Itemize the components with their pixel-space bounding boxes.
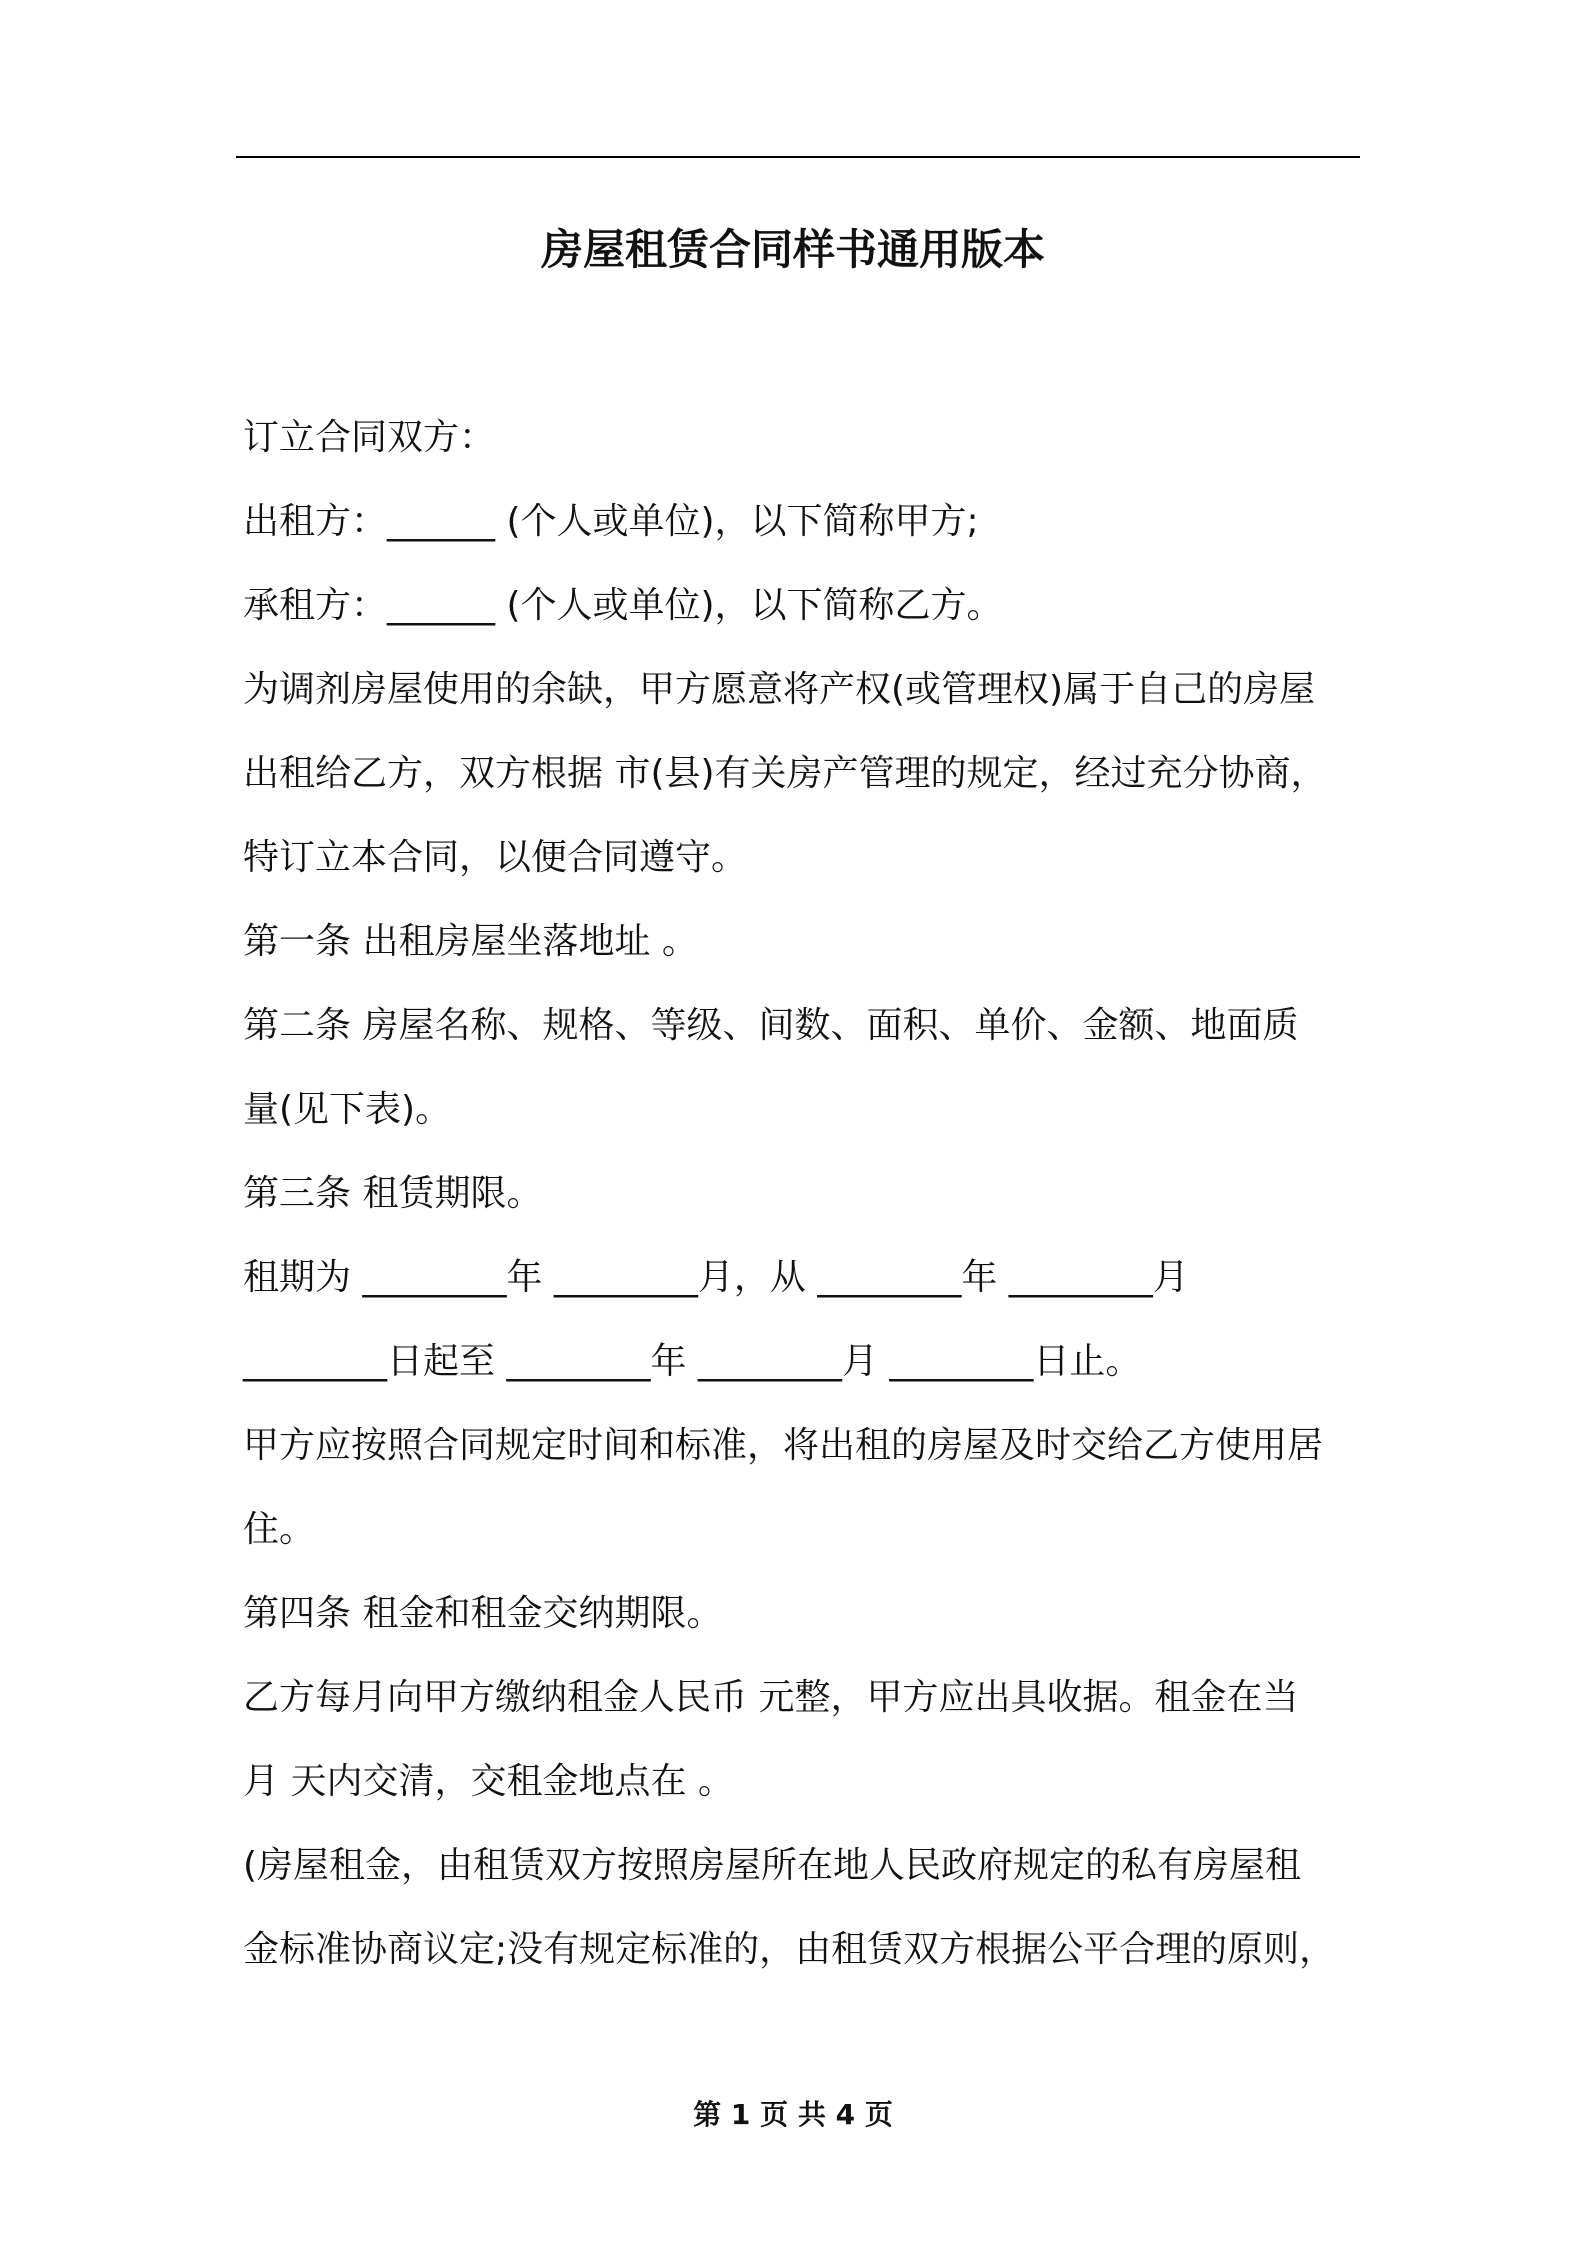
text-line: 承租方：______ (个人或单位)，以下简称乙方。 [243,585,1003,626]
text-line: 住。 [243,1509,316,1550]
text-line: 第一条 出租房屋坐落地址 。 [243,921,698,962]
text-line: 乙方每月向甲方缴纳租金人民币 元整，甲方应出具收据。租金在当 [243,1677,1299,1718]
text-line: 第二条 房屋名称、规格、等级、间数、面积、单价、金额、地面质 [243,1005,1299,1046]
text-line: 第四条 租金和租金交纳期限。 [243,1593,723,1634]
text-line: 订立合同双方： [243,417,496,458]
text-line: 甲方应按照合同规定时间和标准，将出租的房屋及时交给乙方使用居 [243,1425,1324,1466]
document-title: 房屋租赁合同样书通用版本 [540,225,1045,274]
header-rule [236,156,1360,158]
text-line: 月 天内交清，交租金地点在 。 [243,1761,734,1802]
text-line: 出租给乙方，双方根据 市(县)有关房产管理的规定，经过充分协商， [243,753,1327,794]
page-footer: 第 1 页 共 4 页 [693,2098,893,2131]
text-line: 金标准协商议定;没有规定标准的，由租赁双方根据公平合理的原则， [243,1929,1336,1970]
text-line: (房屋租金，由租赁双方按照房屋所在地人民政府规定的私有房屋租 [243,1845,1302,1886]
text-line: ________日起至 ________年 ________月 ________日止。 [243,1341,1142,1382]
text-line: 租期为 ________年 ________月，从 ________年 ________月 [243,1257,1189,1298]
text-line: 出租方：______ (个人或单位)，以下简称甲方; [243,501,979,542]
text-line: 为调剂房屋使用的余缺，甲方愿意将产权(或管理权)属于自己的房屋 [243,669,1316,710]
text-line: 量(见下表)。 [243,1089,452,1130]
text-line: 特订立本合同，以便合同遵守。 [243,837,748,878]
text-line: 第三条 租赁期限。 [243,1173,543,1214]
